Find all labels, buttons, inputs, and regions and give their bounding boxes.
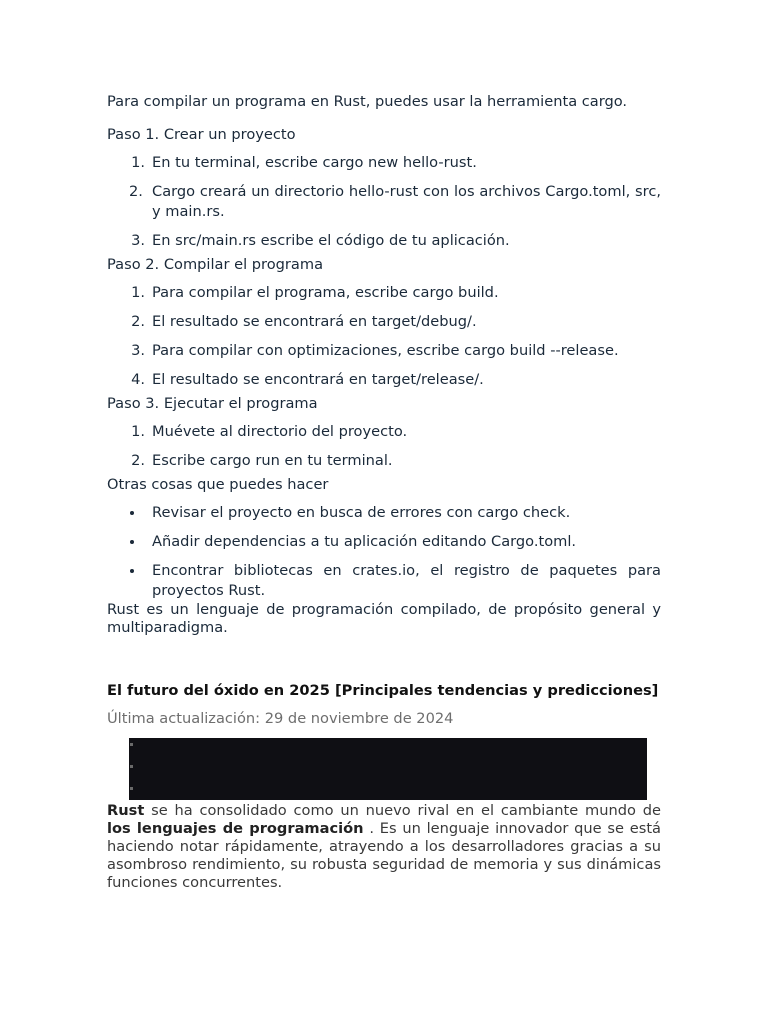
step-3-title: Paso 3. Ejecutar el programa bbox=[107, 395, 318, 412]
intro-paragraph: Para compilar un programa en Rust, puedes usar la herramienta cargo. bbox=[107, 93, 628, 110]
bold-rust: Rust bbox=[107, 802, 145, 819]
article-title: El futuro del óxido en 2025 [Principales tendencias y predicciones] bbox=[107, 682, 659, 699]
step-1-list bbox=[107, 153, 661, 251]
bullet-icon bbox=[130, 540, 134, 544]
bullet-icon bbox=[130, 569, 134, 573]
article-banner bbox=[129, 738, 647, 800]
list-item: 2. Escribe cargo run en tu terminal. bbox=[131, 452, 393, 469]
list-item: 4. El resultado se encontrará en target/release/. bbox=[131, 371, 484, 388]
bullet-icon bbox=[130, 511, 134, 515]
list-item: Encontrar bibliotecas en crates.io, el registro de paquetes para proyectos Rust. bbox=[107, 561, 661, 601]
last-updated: Última actualización: 29 de noviembre de 2024 bbox=[107, 710, 454, 727]
list-item: 1. Para compilar el programa, escribe cargo build. bbox=[131, 284, 499, 301]
document-content bbox=[107, 90, 661, 892]
step-3-list bbox=[107, 422, 661, 471]
step-2-title: Paso 2. Compilar el programa bbox=[107, 256, 324, 273]
list-item: 3. En src/main.rs escribe el código de tu aplicación. bbox=[131, 232, 510, 249]
others-title: Otras cosas que puedes hacer bbox=[107, 476, 329, 493]
article-body: Rust se ha consolidado como un nuevo rival en el cambiante mundo de los lenguajes de programación . Es un lenguaje innovador que se está haciendo notar rápidamente, atrayendo a los desarrolladores gracias a su asombroso rendimiento, su robusta seguridad de memoria y sus dinámicas funciones concurrentes. bbox=[107, 802, 661, 891]
list-item: Añadir dependencias a tu aplicación editando Cargo.toml. bbox=[107, 532, 661, 552]
banner-dot-icon bbox=[130, 765, 133, 768]
step-2-list bbox=[107, 283, 661, 390]
others-list bbox=[107, 503, 661, 601]
list-item: 3. Para compilar con optimizaciones, escribe cargo build --release. bbox=[131, 342, 619, 359]
rust-description: Rust es un lenguaje de programación compilado, de propósito general y multiparadigma. bbox=[107, 601, 661, 636]
step-1-title: Paso 1. Crear un proyecto bbox=[107, 126, 296, 143]
banner-dot-icon bbox=[130, 743, 133, 746]
list-item: 1. En tu terminal, escribe cargo new hello-rust. bbox=[131, 154, 477, 171]
banner-dot-icon bbox=[130, 787, 133, 790]
list-item: 2. El resultado se encontrará en target/debug/. bbox=[131, 313, 477, 330]
list-item: Revisar el proyecto en busca de errores con cargo check. bbox=[107, 503, 661, 523]
list-item: 1. Muévete al directorio del proyecto. bbox=[131, 423, 408, 440]
list-item: 2. Cargo creará un directorio hello-rust con los archivos Cargo.toml, src, y main.rs. bbox=[129, 183, 661, 220]
bold-programming-languages: los lenguajes de programación bbox=[107, 820, 364, 837]
